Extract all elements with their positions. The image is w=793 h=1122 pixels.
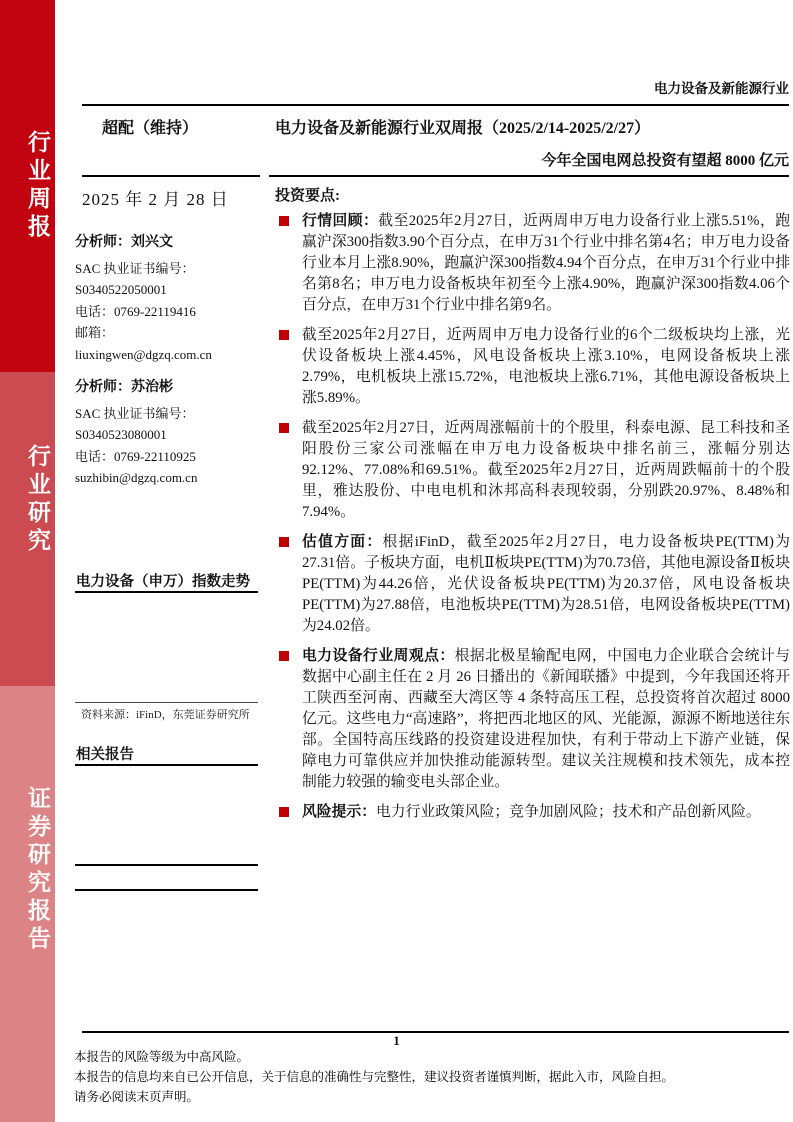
bullet-square-icon (279, 330, 289, 340)
sidebar-label-industry-weekly: 行业周报 (25, 130, 51, 242)
analyst-phone: 电话：0769-22110925 (75, 448, 196, 464)
bullet-square-icon (279, 216, 289, 226)
bullet-text: 行情回顾：截至2025年2月27日，近两周申万电力设备行业上涨5.51%，跑赢沪深300指数3.90个百分点，在申万31个行业中排名第4名；申万电力设备行业本月上涨8.90%，跑赢沪深300指数4.94个百分点，在申万31个行业中排名第8名；申万电力设备板块年初至今上涨4.90%，跑赢沪深300指数4.06个百分点，在申万31个行业中排名第9名。 (302, 213, 790, 313)
analyst-sac-label: SAC 执业证书编号： (75, 405, 195, 421)
related-reports-title: 相关报告 (76, 747, 134, 763)
analyst-card (75, 232, 265, 365)
bullet-square-icon (279, 651, 289, 661)
analyst-sac-label: SAC 执业证书编号： (75, 260, 195, 276)
analyst-name: 分析师：刘兴文 (75, 235, 173, 250)
bullet-lead: 电力设备行业周观点： (302, 648, 455, 664)
header-industry-label: 电力设备及新能源行业 (654, 81, 789, 96)
header-subrule-right (269, 175, 789, 177)
bullet-item (276, 532, 790, 637)
analyst-email: suzhibin@dgzq.com.cn (75, 470, 198, 485)
footer-disclaimer-line: 本报告的信息均来自已公开信息，关于信息的准确性与完整性，建议投资者谨慎判断，据此入市，风险自担。 (74, 1070, 675, 1084)
bullet-square-icon (279, 807, 289, 817)
bullet-text: 风险提示：电力行业政策风险；竞争加剧风险；技术和产品创新风险。 (302, 804, 761, 820)
chart-source-rule (75, 702, 258, 703)
related-report-line (75, 889, 258, 891)
bullet-item (276, 325, 790, 409)
index-chart-title: 电力设备（申万）指数走势 (76, 574, 250, 590)
analyst-email: liuxingwen@dgzq.com.cn (75, 346, 212, 362)
bullet-item (276, 211, 790, 316)
related-reports-rule (75, 764, 258, 766)
report-subtitle: 今年全国电网总投资有望超 8000 亿元 (541, 153, 789, 169)
section-title-key-points: 投资要点: (275, 188, 340, 204)
footer-disclaimer-line: 请务必阅读末页声明。 (74, 1090, 200, 1104)
page-number: 1 (393, 1033, 400, 1048)
header-top-rule (82, 104, 789, 106)
bullet-text: 截至2025年2月27日，近两周申万电力设备行业的6个二级板块均上涨，光伏设备板块上涨4.45%，风电设备板块上涨3.10%，电网设备板块上涨2.79%，电机板块上涨15.72%，电池板块上涨6.71%，其他电源设备板块上涨5.89%。 (302, 327, 790, 406)
bullet-lead: 行情回顾： (302, 213, 379, 229)
footer-disclaimer (74, 1047, 674, 1107)
header-subrule-left (82, 175, 260, 177)
analyst-phone: 电话：0769-22119416 (75, 303, 196, 319)
analyst-email-label: 邮箱： (75, 325, 115, 340)
footer-disclaimer-line: 本报告的风险等级为中高风险。 (74, 1050, 250, 1064)
chart-source: 资料来源：iFinD，东莞证券研究所 (81, 709, 250, 721)
bullet-square-icon (279, 423, 289, 433)
bullet-square-icon (279, 537, 289, 547)
bullet-list (276, 211, 790, 832)
related-report-line (75, 864, 258, 866)
bullet-text: 估值方面：根据iFinD，截至2025年2月27日，电力设备板块PE(TTM)为27.31倍。子板块方面，电机Ⅱ板块PE(TTM)为70.73倍，其他电源设备Ⅱ板块PE(TTM)为44.26倍，光伏设备板块PE(TTM)为20.37倍，风电设备板块PE(TTM)为27.88倍，电池板块PE(TTM)为28.51倍，电网设备板块PE(TTM)为24.02倍。 (302, 534, 790, 634)
sidebar-label-securities-research: 证券研究报告 (25, 786, 51, 954)
analyst-sac-number: S0340522050001 (75, 282, 167, 297)
bullet-text: 截至2025年2月27日，近两周涨幅前十的个股里，科泰电源、昆工科技和圣阳股份三家公司涨幅在申万电力设备板块中排名前三，涨幅分别达92.12%、77.08%和69.51%。截至2025年2月27日，近两周跌幅前十的个股里，雅达股份、中电电机和沐邦高科表现较弱，分别跌20.97%、8.48%和7.94%。 (302, 420, 790, 520)
analyst-sac-number: S0340523080001 (75, 427, 167, 442)
report-title: 电力设备及新能源行业双周报（2025/2/14-2025/2/27） (275, 120, 651, 137)
analyst-card (75, 377, 265, 489)
bullet-lead: 估值方面： (302, 534, 383, 550)
bullet-lead: 风险提示： (302, 804, 376, 820)
index-chart-title-rule (75, 591, 258, 593)
report-date: 2025 年 2 月 28 日 (82, 190, 229, 209)
bullet-item (276, 418, 790, 523)
rating-label: 超配（维持） (102, 120, 199, 137)
analyst-name: 分析师：苏治彬 (75, 380, 173, 395)
sidebar-label-industry-research: 行业研究 (25, 444, 51, 556)
bullet-item (276, 646, 790, 793)
bullet-text: 电力设备行业周观点：根据北极星输配电网，中国电力企业联合会统计与数据中心副主任在 2 月 26 日播出的《新闻联播》中提到，今年我国还将开工陕西至河南、西藏至大湾区等 4 条特高压工程，总投资将首次超过 8000 亿元。这些电力“高速路”，将把西北地区的风、光能源，源源不断地送往东部。全国特高压线路的投资建设进程加快，有利于带动上下游产业链，保障电力可靠供应并加快推动能源转型。建议关注规模和技术领先，成本控制能力较强的输变电头部企业。 (302, 648, 790, 790)
bullet-item (276, 802, 790, 823)
